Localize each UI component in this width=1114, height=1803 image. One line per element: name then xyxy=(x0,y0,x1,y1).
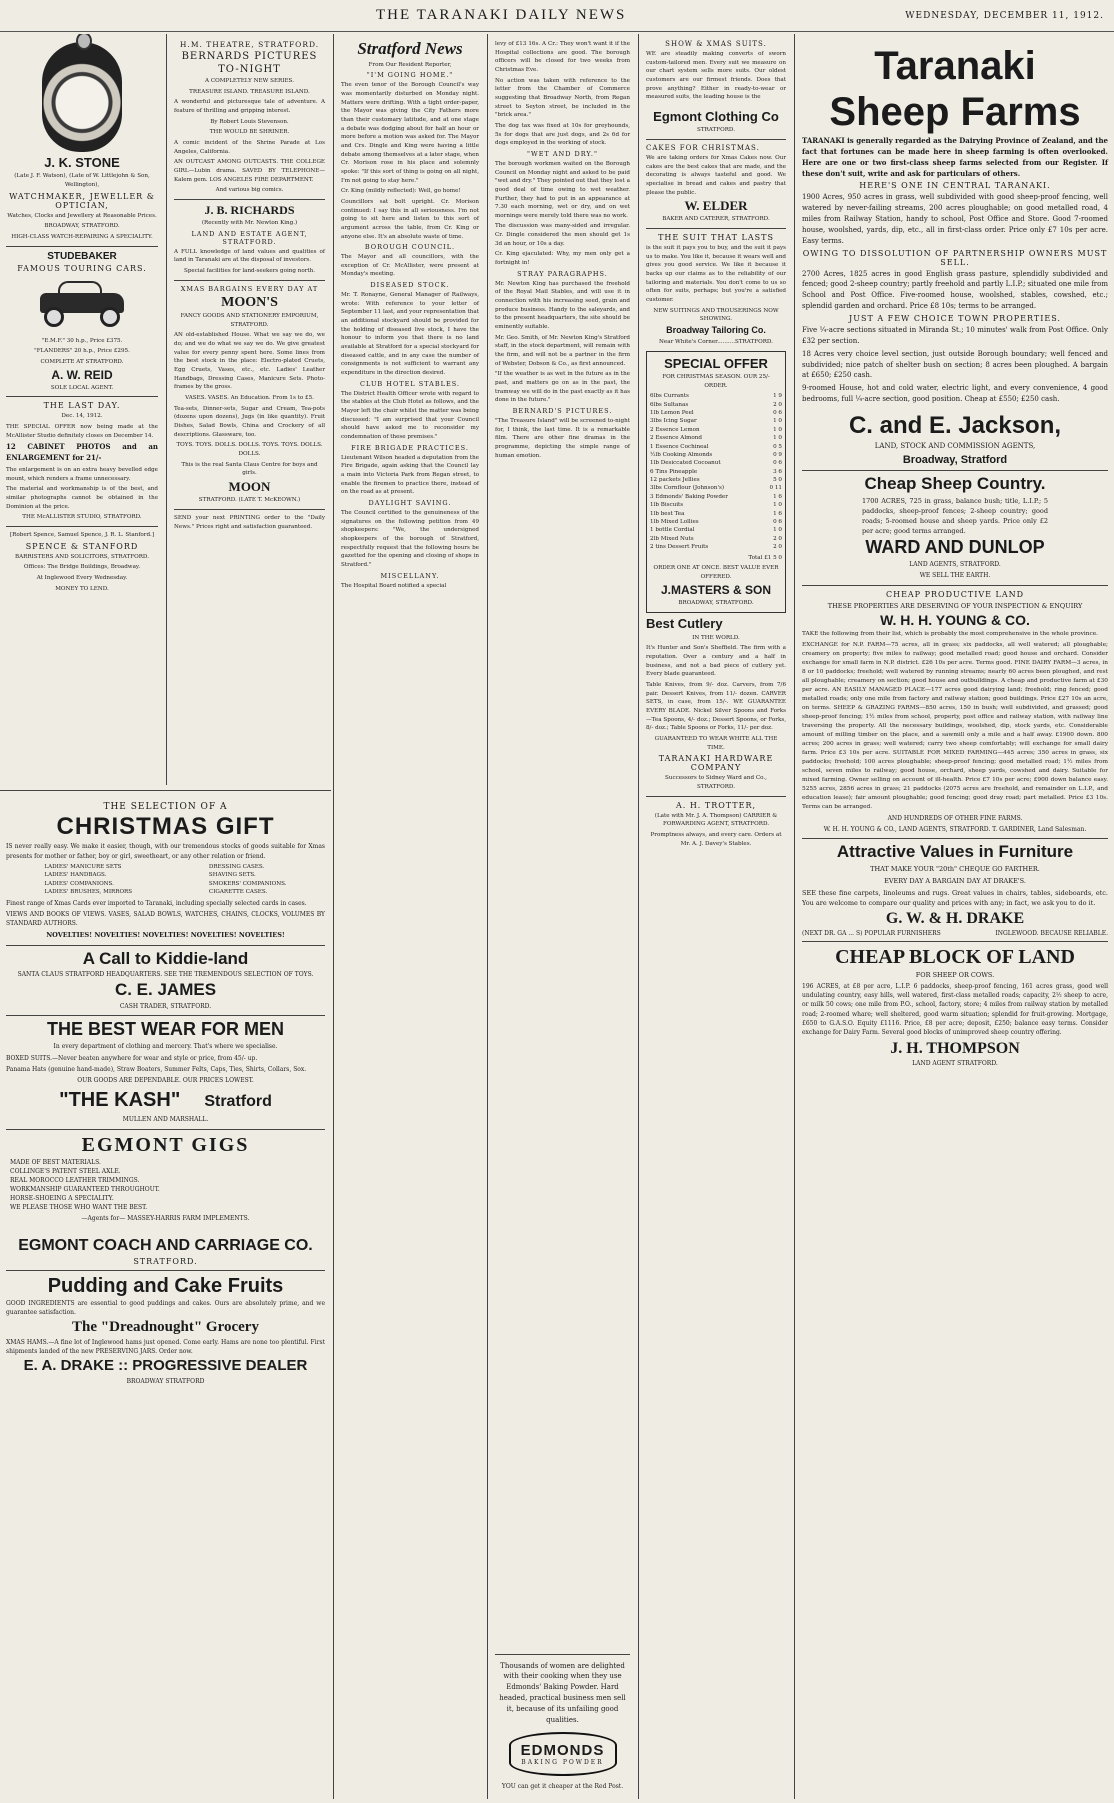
theatre-tonight: TO-NIGHT xyxy=(218,64,281,75)
egmont-name: Egmont Clothing Co xyxy=(653,108,779,124)
young-body: EXCHANGE for N.P. FARM—75 acres, all in grass; six paddocks, all well watered; all ploughable; creamery on property; five miles to railway; good metalled road; good house and orchard. Consider exchange for small farm in N.P. district. £26 10s per acre. Terms good. FINE DAIRY FARM—3 acres, in 8 or 10 paddocks; freehold; well watered by running streams; nearly 60 acres been ploughed, and rest all ploughable; creamery on section; good house and outbuildings. A cheap and productive farm at £30 per acre. AN EASILY MANAGED PLACE—177 acres good dairying land; freehold; ring fenced; good metalled roads; only one mile from factory and railway station; good buildings. Price £27 10s an acre, on terms. SHEEP & GRAZING FARMS—850 acres, 150 in bush; well subdivided, and grassed; good sheep-proof fencing; 1½ miles from school, property, post office and railway station, with railway line traversing the property. All the necessary buildings, woolshed, dip, stock yards, etc. Considerable amount of milling timber on the place, and a sawmill only a mile and a half away. £1900 down. 800 acres; 200 acres in grass; well watered; carry two sheep comfortably; will exchange for small dairy farm. Price £3 10s per acre. SUITABLE FOR MIXED FARMING—445 acres; 350 acres in grass, six paddocks; freehold; 100 acres ploughable; sheep-proof fencing; good metalled road; 1½ miles from school, seven miles to railway; good house, orchard, sheep yards, cowshed and dairy. Suitable for mixed farming. Owner selling on account of ill-health. Price £7 10s per acre; £900 down balance easy. 5255 acres, 2856 acres in grass; 21 paddocks (2075 acres are freehold, and remainder on L.I.P., and education lease); fair amount ploughable; good fencing; good dray road; part metalled. Price £3 10s. Terms can be arranged. xyxy=(802,641,1108,810)
stone-late: (Late J. F. Watson), (Late of W. Littlejohn & Son, Wellington), xyxy=(14,173,150,188)
wide-ad-block xyxy=(0,790,331,1799)
offer-item-name: 3lbs Icing Sugar xyxy=(650,418,697,425)
column-6 xyxy=(796,34,1114,1799)
divider xyxy=(646,139,786,140)
ward-name: WARD AND DUNLOP xyxy=(865,537,1045,558)
young-sig: W. H. H. YOUNG & CO., LAND AGENTS, STRATFORD. T. GARDINER, Land Salesman. xyxy=(823,825,1087,833)
cutlery-list: Table Knives, from 9/- doz. Carvers, from 7/6 pair. Dessert Knives, from 11/- dozen. CARVER SETS, in case, from 15/-. WE GUARANTEE EVERY BLADE. Nickel Silver Spoons and Forks—Tea Spoons, 4/- doz.; Dessert Spoons, or Forks, 8/- doz.; Table Spoons or Forks, 11/- per doz. xyxy=(646,682,786,732)
printing-notice: SEND your next PRINTING order to the "Daily News." Prices right and satisfaction guaranteed. xyxy=(174,514,325,530)
cakes-body: We are taking orders for Xmas Cakes now. Our cakes are the best cakes that are made, and the decorating is always tasteful and good. We specialise in bread and cakes and pastry that please the public. xyxy=(646,154,786,196)
studebaker-flanders: "FLANDERS" 20 h.p., Price £295. xyxy=(34,348,130,355)
news-h6: DAYLIGHT SAVING. xyxy=(368,498,452,507)
gift-item: SMOKERS' COMPANIONS. xyxy=(208,880,287,887)
stone-line3: HIGH-CLASS WATCH-REPAIRING A SPECIALITY. xyxy=(11,233,153,240)
offer-item-price: 5 0 xyxy=(773,477,782,484)
gift-cards: Finest range of Xmas Cards ever imported to Taranaki, including specially selected cards in cases. xyxy=(6,899,307,907)
suit-new: NEW SUITINGS AND TROUSERINGS NOW SHOWING. xyxy=(653,307,779,323)
offer-item-price: 2 0 xyxy=(773,535,782,542)
news-p7: Lieutenant Wilson headed a deputation from the Fire Brigade, again asking that the Council lay a main into Victoria Park from Regan street, to enable the firemen to practice there, instead of on the road as at present. xyxy=(341,454,479,496)
news-c4-p7: Mr. Newton King has purchased the freehold of the Royal Mail Stables, and will use it in connection with his increasing seed, grain and produce business. Handy to the saleyards, and to the present headquarters, the site should be eminently suitable. xyxy=(495,280,630,331)
prod-sub: THESE PROPERTIES ARE DESERVING OF YOUR INSPECTION & ENQUIRY xyxy=(827,601,1083,610)
pudding-hams: XMAS HAMS.—A fine lot of Inglewood hams just opened. Come early. Hams are none too plentiful. First shipments landed of the new PRESERVING JARS. Order now. xyxy=(6,1338,325,1356)
offer-item-name: 1lb Lemon Peel xyxy=(650,409,694,416)
moons-sub: FANCY GOODS AND STATIONERY EMPORIUM, STRATFORD. xyxy=(180,313,319,328)
ward-sub-2: WE SELL THE EARTH. xyxy=(919,572,991,580)
divider xyxy=(646,796,786,797)
coach-title: EGMONT COACH AND CARRIAGE CO. xyxy=(18,1237,313,1255)
gift-item: SHAVING SETS. xyxy=(208,872,256,879)
wear-body: In every department of clothing and mercery. That's where we specialise. xyxy=(53,1043,278,1051)
spence-sub: BARRISTERS AND SOLICITORS, STRATFORD. xyxy=(15,553,149,560)
kash-line xyxy=(6,1087,325,1113)
divider xyxy=(174,199,325,200)
gift-item: LADIES' BRUSHES, MIRRORS xyxy=(44,889,133,896)
furniture-title: Attractive Values in Furniture xyxy=(836,842,1074,862)
offer-item-name: 2 Essence Almond xyxy=(650,435,702,442)
divider xyxy=(6,526,158,527)
elder-name: W. ELDER xyxy=(684,198,748,214)
gigs-line: COLLINGE'S PATENT STEEL AXLE. xyxy=(10,1167,121,1175)
masthead xyxy=(0,0,1114,32)
offer-total: Total £1 5 0 xyxy=(748,554,782,561)
edmonds-ad xyxy=(495,1654,630,1793)
issue-date: WEDNESDAY, DECEMBER 11, 1912. xyxy=(905,10,1104,21)
hardware-name: TARANAKI HARDWARE COMPANY xyxy=(658,754,774,773)
divider xyxy=(802,470,1108,471)
news-h7: MISCELLANY. xyxy=(380,571,440,580)
offer-item-price: 0 5 xyxy=(773,443,782,450)
divider xyxy=(6,396,158,397)
gigs-line: REAL MOROCCO LEATHER TRIMMINGS. xyxy=(10,1176,140,1184)
offer-item xyxy=(650,543,782,551)
gift-title: CHRISTMAS GIFT xyxy=(56,813,275,840)
news-h4: CLUB HOTEL STABLES. xyxy=(360,379,460,388)
offer-item-name: 2 Essence Lemon xyxy=(650,426,700,433)
column-2 xyxy=(168,34,331,785)
news-from: From Our Resident Reporter, xyxy=(368,61,452,68)
gift-novelties: NOVELTIES! NOVELTIES! NOVELTIES! NOVELTIES! NOVELTIES! xyxy=(46,931,285,940)
news-p2: Cr. King (mildly reflected): Well, go home! xyxy=(341,188,461,195)
show-body: WE are steadily making converts of sworn custom-tailored men. Every suit we measure on our chart system sells more suits. Our oldest customers are our firmest friends. Does that prove anything? Either in ready-to-wear or measured suits, the leading house is the xyxy=(646,51,786,101)
gift-items xyxy=(6,863,325,897)
moons-body2: Tea-sets, Dinner-sets, Sugar and Cream, Tea-pots (dozens upon dozens), Jugs (in like quantity). Fruit Dishes, Salad Bowls, China and Crockery of all descriptions. Glassware, too. xyxy=(174,405,325,438)
wear-boxed: BOXED SUITS.—Never beaten anywhere for wear and style or price, from 45/- up. xyxy=(6,1054,258,1062)
divider xyxy=(802,941,1108,942)
cakes-title: CAKES FOR CHRISTMAS. xyxy=(646,143,760,152)
edmonds-text: Thousands of women are delighted with their cooking when they use Edmonds' Baking Powder. Hard headed, practical business men sell it, because of its unfailing good qualities. xyxy=(499,1661,626,1724)
thompson-name: J. H. THOMPSON xyxy=(890,1039,1020,1057)
wear-hats: Panama Hats (genuine hand-made), Straw Boaters, Summer Felts, Caps, Ties, Shirts, Collars, Sox. xyxy=(6,1065,307,1073)
offer-item-price: 1 0 xyxy=(773,527,782,534)
column-rule xyxy=(487,34,488,1799)
richards-body: A FULL knowledge of land values and qualities of land in Taranaki are at the disposal of investors. xyxy=(174,248,325,264)
news-p6: The District Health Officer wrote with regard to the stables at the Club Hotel as follows, and the Mayor left the chair whilst the matter was being discussed: "I am surprised that your Council should have asked me to reconsider my condemnation of these premises." xyxy=(341,390,479,440)
news-c4-p10: "The Treasure Island" will be screened to-night for, I think, the last time. It is a remarkable film. There are other fine dramas in the programme, depicting the simple range of human emotion. xyxy=(495,417,630,459)
studebaker-emf: "E.M.F." 30 h.p., Price £375. xyxy=(41,337,123,344)
news-h3: DISEASED STOCK. xyxy=(370,281,450,290)
offer-item-name: 2 tins Dessert Fruits xyxy=(650,544,709,551)
james-name: C. E. JAMES xyxy=(114,980,217,1000)
offer-item-price: 1 9 xyxy=(773,393,782,400)
offer-item-name: 6 Tins Pineapple xyxy=(650,468,698,475)
offer-item-name: 1lb Biscuits xyxy=(650,502,684,509)
gigs-line: MADE OF BEST MATERIALS. xyxy=(10,1158,101,1166)
gift-items-right xyxy=(209,863,287,897)
gwh-drake-name: G. W. & H. DRAKE xyxy=(885,910,1025,928)
theatre-others: AN OUTCAST AMONG OUTCASTS. THE COLLEGE GIRL—Lubin drama. SAVED BY TELEPHONE—Kalem gem. LOS ANGELES FIRE DEPARTMENT. xyxy=(174,159,325,183)
studebaker-agent-sub: SOLE LOCAL AGENT. xyxy=(50,384,114,391)
james-sub: CASH TRADER, STRATFORD. xyxy=(119,1003,212,1011)
grocery-name: The "Dreadnought" Grocery xyxy=(72,1319,259,1336)
offer-item xyxy=(650,526,782,534)
touring-car-illustration xyxy=(34,279,130,331)
spence-line3: MONEY TO LEND. xyxy=(55,585,109,592)
offer-item xyxy=(650,535,782,543)
kash-name: "THE KASH" xyxy=(59,1089,181,1112)
gigs-lines xyxy=(6,1158,325,1212)
masters-sub: BROADWAY, STRATFORD. xyxy=(678,599,754,606)
farms-p1: 1900 Acres, 950 acres in grass, well subdivided with good sheep-proof fencing, well watered by never-failing streams, 200 acres ploughable; on good metalled road, 4 miles from Railway Station, handy to school, Post Office and Store. Good 7-roomed house, woolshed, yards, dip, etc., all in first-class order. Price only £7 10s per acre. Easy terms. xyxy=(802,193,1108,245)
offer-item-price: 1 0 xyxy=(773,426,782,433)
farms-p5: 9-roomed House, hot and cold water, electric light, and every convenience, 4 good bedrooms, full ¼-acre section, good position. Cheap at £550; £250 cash. xyxy=(802,384,1108,404)
divider xyxy=(6,1015,325,1016)
broadway-name: Broadway Tailoring Co. xyxy=(666,325,766,336)
stone-line1: Watches, Clocks and Jewellery at Reasonable Prices. xyxy=(7,212,157,219)
offer-item xyxy=(650,401,782,409)
newspaper-title: THE TARANAKI DAILY NEWS xyxy=(376,7,627,23)
offer-title: SPECIAL OFFER xyxy=(664,355,768,371)
news-h1: "I'M GOING HOME." xyxy=(366,71,454,80)
block-title: CHEAP BLOCK OF LAND xyxy=(835,945,1075,968)
offer-item xyxy=(650,468,782,476)
spence-names: [Robert Spence, Samuel Spence, J. R. L. Stanford.] xyxy=(9,531,155,538)
gwh-drake-footer xyxy=(802,930,1108,937)
divider xyxy=(646,228,786,229)
drake-sub: BROADWAY STRATFORD xyxy=(126,1377,205,1385)
edmonds-brand: EDMONDS xyxy=(520,1741,605,1759)
theatre-series: A COMPLETELY NEW SERIES. xyxy=(205,78,294,84)
wear-goods: OUR GOODS ARE DEPENDABLE. OUR PRICES LOWEST. xyxy=(77,1077,254,1085)
stone-name: J. K. STONE xyxy=(44,155,120,170)
gift-pre: THE SELECTION OF A xyxy=(103,802,228,812)
farms-title-2: Sheep Farms xyxy=(829,90,1081,134)
offer-item xyxy=(650,476,782,484)
farms-h3: JUST A FEW CHOICE TOWN PROPERTIES. xyxy=(849,313,1061,323)
theatre-comics: And various big comics. xyxy=(215,187,284,194)
pocket-watch-illustration xyxy=(42,42,122,152)
cutlery-sub: IN THE WORLD. xyxy=(692,634,740,641)
column-3 xyxy=(335,34,485,1799)
show-title: SHOW & XMAS SUITS. xyxy=(665,40,767,48)
news-h2: BOROUGH COUNCIL. xyxy=(364,243,456,252)
studebaker-agent: A. W. REID xyxy=(51,367,113,382)
offer-order: ORDER ONE AT ONCE. BEST VALUE EVER OFFERED. xyxy=(653,565,779,580)
news-c4-p4: The borough workmen waited on the Borough Council on Monday night and asked to be paid "wet and dry." They pointed out that they lost a good deal of time owing to wet weather. Further, they had to put in an appearance at 7.30 each morning, wet or dry, and on wet mornings were merely told there was no work. xyxy=(495,160,630,219)
farms-p4: 18 Acres very choice level section, just outside Borough boundary; well fenced and subdivided; nice patch of shelter bush on section; 8 acres been ploughed. A bargain at £650; £250 cash. xyxy=(802,349,1108,380)
furniture-body: SEE these fine carpets, linoleums and rugs. Great values in chairs, tables, sideboards, etc. You are welcome to compare our quality and prices with any; in fact, we ask you to do it. xyxy=(802,889,1108,908)
studebaker-complete: COMPLETE AT STRATFORD. xyxy=(40,358,124,365)
young-intro: TAKE the following from their list, which is probably the most comprehensive in the whole province. xyxy=(802,630,1099,637)
news-c4-p8: Mr. Geo. Smith, of Mr. Newton King's Stratford staff, in the stock department, will remain with the firm, and will not be a partner in the firm of Webster, Dobson & Co., as first announced. xyxy=(495,334,630,367)
news-h5: FIRE BRIGADE PRACTICES. xyxy=(351,443,469,452)
suit-body: is the suit it pays you to buy, and the suit it pays us to make. You like it, because it wears well and gives you good service. We like it because it backs up our claims as to the reliability of our tailoring and materials. You don't come to us so often for suits, perhaps; but you're a satisfied customer. xyxy=(646,245,786,304)
column-1 xyxy=(0,34,164,785)
hardware-sub: Successors to Sidney Ward and Co., STRATFORD. xyxy=(665,775,767,790)
suit-title: THE SUIT THAT LASTS xyxy=(658,233,774,243)
cutlery-title: Best Cutlery xyxy=(646,616,723,632)
furniture-sub: THAT MAKE YOUR "20th" CHEQUE GO FARTHER. xyxy=(870,864,1040,873)
moons-sig-sub: STRATFORD. (LATE T. McKEOWN.) xyxy=(198,497,301,504)
broadway-sub: Near White's Corner..........STRATFORD. xyxy=(659,338,773,345)
news-c4-p3: The dog tax was fixed at 10s for greyhounds, 5s for dogs that are just dogs, and 2s 6d for dogs employed in the working of stock. xyxy=(495,122,630,147)
young-foot: AND HUNDREDS OF OTHER FINE FARMS. xyxy=(887,814,1023,822)
offer-item xyxy=(650,443,782,451)
theatre-header: H.M. THEATRE, STRATFORD. xyxy=(179,40,320,49)
news-p4: The Mayor and all councillors, with the exception of Cr. McAllister, were present at Monday's meeting. xyxy=(341,254,479,278)
offer-item-name: 3 Edmonds' Baking Powder xyxy=(650,493,728,500)
lastday-title: THE LAST DAY. xyxy=(43,401,121,411)
lastday-studio: THE McALLISTER STUDIO, STRATFORD. xyxy=(22,514,142,521)
gift-item: DRESSING CASES. xyxy=(208,863,265,870)
divider xyxy=(6,945,325,946)
offer-item xyxy=(650,417,782,425)
lastday-offer: 12 CABINET PHOTOS and an ENLARGEMENT for 21/- xyxy=(6,442,158,463)
stone-line2: BROADWAY, STRATFORD. xyxy=(44,223,120,230)
divider xyxy=(174,509,325,510)
theatre-title: BERNARDS PICTURES xyxy=(181,51,318,62)
richards-sub: (Recently with Mr. Newton King.) xyxy=(201,220,298,227)
wear-title: THE BEST WEAR FOR MEN xyxy=(47,1019,284,1040)
elder-sub: BAKER AND CATERER, STRATFORD. xyxy=(662,216,770,223)
jackson-sub: LAND, STOCK AND COMMISSION AGENTS, xyxy=(874,442,1036,451)
offer-item xyxy=(650,484,782,492)
gift-item: LADIES' COMPANIONS. xyxy=(44,880,114,887)
news-p5: Mr. T. Ronayne, General Manager of Railways, wrote: With reference to your letter of September 11 last, and your representation that an additional stockyard should be provided for the holding of diseased live stock, I have the honour to inform you that there is no land available at Stratford for a special stockyard for diseased cattle, and in any case the number of consignments is not sufficient to warrant any expenditure in the direction desired. xyxy=(341,292,479,377)
pudding-title: Pudding and Cake Fruits xyxy=(47,1274,284,1297)
stone-trades: WATCHMAKER, JEWELLER & OPTICIAN, xyxy=(9,191,155,210)
richards-special: Special facilities for land-seekers going north. xyxy=(183,268,316,275)
edmonds-tin-illustration xyxy=(509,1732,617,1776)
column-rule xyxy=(638,34,639,1799)
offer-item-name: 1lb Mixed Lollies xyxy=(650,519,699,526)
gigs-line: HORSE-SHOEING A SPECIALITY. xyxy=(10,1194,114,1202)
drake-name: E. A. DRAKE :: PROGRESSIVE DEALER xyxy=(23,1357,308,1375)
offer-item xyxy=(650,426,782,434)
thompson-sub: LAND AGENT STRATFORD. xyxy=(912,1060,998,1068)
offer-item-price: 2 0 xyxy=(773,401,782,408)
offer-item-name: 3lbs Cornflour (Johnson's) xyxy=(650,485,725,492)
theatre-feature: TREASURE ISLAND. TREASURE ISLAND. xyxy=(189,88,310,95)
offer-item xyxy=(650,518,782,526)
offer-item-price: 1 6 xyxy=(773,493,782,500)
gigs-line: WE PLEASE THOSE WHO WANT THE BEST. xyxy=(10,1203,148,1211)
gift-body: IS never really easy. We make it easier, though, with our tremendous stocks of goods suitable for Xmas presents for mother or father, boy or girl, sweetheart, or any other relation or friend. xyxy=(6,843,325,860)
offer-item xyxy=(650,510,782,518)
lastday-body3: The material and workmanship is of the best, and similar photographs cannot be obtained in the Dominion at the price. xyxy=(6,486,158,510)
gift-item: CIGARETTE CASES. xyxy=(208,889,268,896)
offer-item-name: 1 Essence Cochineal xyxy=(650,443,709,450)
offer-item xyxy=(650,451,782,459)
offer-item-price: 3 6 xyxy=(773,468,782,475)
spence-title: SPENCE & STANFORD xyxy=(25,541,139,551)
ward-sub-1: LAND AGENTS, STRATFORD. xyxy=(909,560,1001,568)
news-c4-h1: "WET AND DRY." xyxy=(527,149,598,158)
cutlery-body: It's Hunter and Son's Sheffield. The firm with a reputation. Over a century and a half in business, and not a bad piece of cutlery yet. Every blade guaranteed. xyxy=(646,645,786,678)
kash-town: Stratford xyxy=(204,1093,272,1111)
jackson-name: C. and E. Jackson, xyxy=(848,411,1062,439)
theatre-would: THE WOULD BE SHRINER. xyxy=(209,129,290,136)
offer-list xyxy=(650,392,782,551)
special-offer-box xyxy=(646,351,786,614)
gift-views: VIEWS AND BOOKS OF VIEWS. VASES, SALAD BOWLS, WATCHES, CHAINS, CLOCKS, VOLUMES BY STANDARD AUTHORS. xyxy=(6,910,325,928)
offer-item-price: 1 0 xyxy=(773,418,782,425)
offer-item xyxy=(650,392,782,400)
divider xyxy=(6,1129,325,1130)
gigs-agents: —Agents for— MASSEY-HARRIS FARM IMPLEMENTS. xyxy=(81,1214,250,1222)
edmonds-brand-sub: BAKING POWDER xyxy=(521,1758,604,1766)
divider xyxy=(802,838,1108,839)
offer-item-name: 12 packets Jellies xyxy=(650,477,700,484)
offer-item-name: ½lb Cooking Almonds xyxy=(650,451,713,458)
moons-body: AN old-established House. What we say we do, we do; and we do what we say we do. We give greatest value for every penny spent here. Some lines from the best stock in the place: Electro-plated Cruets, Egg Cruets, Vases, etc., etc. Ladies' Leather Handbags, Dressing Cases, Manicure Sets. Photo-frames by the gross. xyxy=(174,332,325,391)
trotter-body: Promptness always, and every care. Orders at Mr. A. J. Davey's Stables. xyxy=(650,831,782,847)
news-c4-p9: "If the weather is as wet in the future as in the past, and matters go on as in the past, the tramway we will do in the past exactly as it has done in the future." xyxy=(495,371,630,404)
column-rule xyxy=(794,34,795,1799)
lastday-body: THE SPECIAL OFFER now being made at the McAllister Studio definitely closes on December 14. xyxy=(6,424,158,439)
egmont-sub: STRATFORD. xyxy=(697,127,735,134)
offer-item-price: 1 0 xyxy=(773,435,782,442)
studebaker-title: STUDEBAKER xyxy=(47,250,117,262)
news-c4-p6: Cr. King ejaculated: Why, my men only get a fortnight in! xyxy=(495,251,630,267)
masters-name: J.MASTERS & SON xyxy=(660,582,771,597)
trotter-sub: (Late with Mr. J. A. Thompson) CARRIER & FORWARDING AGENT, STRATFORD. xyxy=(654,812,778,828)
moons-title: MOON'S xyxy=(221,294,278,310)
offer-item-price: 2 0 xyxy=(773,544,782,551)
divider xyxy=(802,585,1108,586)
offer-item-price: 0 9 xyxy=(773,451,782,458)
richards-trade: LAND AND ESTATE AGENT, STRATFORD. xyxy=(191,229,308,246)
coach-sub: STRATFORD. xyxy=(133,1256,198,1266)
divider xyxy=(6,1270,325,1271)
block-body: 196 ACRES, at £8 per acre, L.I.P. 6 paddocks, sheep-proof fencing, 161 acres grass, good well undulating country, easy hills, well watered, first-class metalled roads; capacity, 2½ sheep to acre, or milk 50 cows; one mile from P.O., school, factory, store; 4 miles from railway station by metalled road; 2-roomed whare; well sheltered, good warm situation; splendid for fruit-growing. Mortgage, £650 to G.A.S.O. Equity £1116. Price, £8 per acre; deposit, £250; balance easy terms. Consider exchange for Dairy Farm. Several good blocks of unimproved sheep country offering. xyxy=(802,982,1108,1037)
farms-title-1: Taranaki xyxy=(874,44,1036,88)
theatre-desc: A wonderful and picturesque tale of adventure. A feature of thrilling and gripping interest. xyxy=(174,99,325,114)
moons-santa: This is the real Santa Claus Centre for boys and girls. xyxy=(181,461,318,477)
gwh-drake-left: (NEXT DR. GA ... S) POPULAR FURNISHERS xyxy=(802,929,941,937)
gift-item: LADIES' MANICURE SETS xyxy=(44,863,122,870)
theatre-would-desc: A comic incident of the Shrine Parade at Los Angeles, California. xyxy=(174,139,325,155)
studebaker-sub: FAMOUS TOURING CARS. xyxy=(17,263,147,273)
column-5 xyxy=(640,34,792,1799)
offer-item xyxy=(650,493,782,501)
news-c4-h3: BERNARD'S PICTURES. xyxy=(512,406,613,415)
gift-items-left xyxy=(44,863,132,897)
gift-item: LADIES' HANDBAGS. xyxy=(44,872,107,879)
furniture-sub-2: EVERY DAY A BARGAIN DAY AT DRAKE'S. xyxy=(884,877,1026,886)
offer-item-name: 6lbs Sultanas xyxy=(650,401,689,408)
moons-bargains: XMAS BARGAINS EVERY DAY AT xyxy=(180,284,319,293)
offer-sub: FOR CHRISTMAS SEASON. OUR 25/- ORDER. xyxy=(662,373,770,389)
spence-line2: At Inglewood Every Wednesday. xyxy=(36,574,128,581)
offer-item-name: 1lb Desiccated Cocoanut xyxy=(650,460,721,467)
richards-title: J. B. RICHARDS xyxy=(204,202,295,217)
news-c4-p5: The discussion was many-sided and irregular. Cr. Dingle considered the men should get 1s 3d an hour, or 10s a day. xyxy=(495,223,630,247)
young-name: W. H. H. YOUNG & CO. xyxy=(880,611,1030,628)
news-p9: The Hospital Board notified a special xyxy=(341,582,447,589)
edmonds-foot: YOU can get it cheaper at the Red Post. xyxy=(501,1782,624,1790)
news-c4-p2: No action was taken with reference to the letter from the Chamber of Commerce suggesting that Broadway North, from Regan street to Seyton street, be included in the "brick area." xyxy=(495,77,630,119)
offer-item-price: 0 6 xyxy=(773,409,782,416)
column-4 xyxy=(489,34,636,1799)
news-title: Stratford News xyxy=(357,39,463,58)
offer-item-price: 0 11 xyxy=(769,485,782,492)
farms-h1: HERE'S ONE IN CENTRAL TARANAKI. xyxy=(859,181,1051,191)
pudding-body: GOOD INGREDIENTS are essential to good puddings and cakes. Ours are absolutely prime, and we guarantee satisfaction. xyxy=(6,1299,325,1316)
offer-item-price: 0 6 xyxy=(773,460,782,467)
news-p8: The Council certified to the genuineness of the signatures on the following petition from 49 shopkeepers: "We, the undersigned shopkeepers of the borough of Stratford, respectfully request that the following hours be gazetted for the opening and closing of shops in Stratford." xyxy=(341,509,479,568)
jackson-address: Broadway, Stratford xyxy=(902,454,1008,467)
offer-item xyxy=(650,501,782,509)
offer-item-name: 1 bottle Cordial xyxy=(650,527,695,534)
news-p3: Councillors sat bolt upright. Cr. Morison continued: I say this in all seriousness. I'm not going to sit here and listen to this sort of argument across the table, from Cr. King or anyone else. It's an absolute waste of time. xyxy=(341,198,479,240)
cheap-body: 1700 ACRES, 725 in grass, balance bush; title, L.I.P.; 5 paddocks, sheep-proof fences; 2-sheep country; good roads; 5-roomed house and sheep yards. Price only £2 per acre; good terms arranged. xyxy=(862,496,1048,536)
cheap-title: Cheap Sheep Country. xyxy=(864,474,1046,494)
offer-item-price: 1 0 xyxy=(773,502,782,509)
farms-h2: OWING TO DISSOLUTION OF PARTNERSHIP OWNERS MUST SELL. xyxy=(802,248,1108,267)
trotter-name: A. H. TROTTER, xyxy=(675,800,757,810)
offer-item xyxy=(650,409,782,417)
column-rule xyxy=(166,34,167,785)
news-c4-h2: STRAY PARAGRAPHS. xyxy=(517,269,608,278)
prod-title: CHEAP PRODUCTIVE LAND xyxy=(885,589,1025,599)
column-rule xyxy=(333,34,334,1799)
offer-item-price: 1 6 xyxy=(773,510,782,517)
offer-item-name: 2lb Mixed Nuts xyxy=(650,535,694,542)
farms-p3: Five ¼-acre sections situated in Miranda St.; 10 minutes' walk from Post Office. Only £32 per section. xyxy=(802,325,1108,345)
kiddie-title: A Call to Kiddie-land xyxy=(82,948,249,968)
gwh-drake-right: INGLEWOOD. BECAUSE RELIABLE. xyxy=(995,929,1108,937)
moons-toys: TOYS. TOYS. DOLLS. DOLLS. TOYS. TOYS. DOLLS. DOLLS. xyxy=(176,442,323,457)
offer-item-name: 6lbs Currants xyxy=(650,393,689,400)
farms-intro: TARANAKI is generally regarded as the Dairying Province of Zealand, and the fact that fortunes can be made here in sheep farming is often overlooked. Here are one or two first-class sheep farms selected from our Register. If these don't suit, write and ask for particulars of others. xyxy=(802,136,1108,178)
offer-item xyxy=(650,434,782,442)
lastday-body2: The enlargement is on an extra heavy bevelled edge mount, which renders a frame unnecessary. xyxy=(6,467,158,482)
news-p1: The even tenor of the Borough Council's way was momentarily disturbed on Monday night. Matters were drifting. With a tight order-paper, the Mayor was giving the City Fathers more than their customary latitude, and at one stage a debate was dodging about for half an hour or more before a motion was asked for. The Mayor and Crs. Dingle and King were having a little debate among themselves at a later stage, when Cr. Morison rose in his place and solemnly spoke: "If this sort of thing is going on all night, I'm not going to stay here." xyxy=(341,82,479,184)
theatre-author: By Robert Louis Stevenson. xyxy=(210,118,289,125)
offer-item-price: 0 6 xyxy=(773,519,782,526)
lastday-date: Dec. 14, 1912. xyxy=(61,413,103,420)
spence-line1: Offices: The Bridge Buildings, Broadway. xyxy=(23,564,141,571)
farms-p2: 2700 Acres, 1825 acres in good English grass pasture, splendidly subdivided and fenced; good 2-sheep country; partly freehold and partly L.I.P.; situated one mile from School and Post Office. Five-roomed house, woolshed, stables, cowshed, etc.; splendid garden and orchard. Price £8 10s; terms to be arranged. xyxy=(802,269,1108,311)
divider xyxy=(6,246,158,247)
cutlery-guarantee: GUARANTEED TO WEAR WHITE ALL THE TIME. xyxy=(654,735,778,751)
gigs-title: EGMONT GIGS xyxy=(81,1133,250,1156)
moons-sig: MOON xyxy=(228,478,271,494)
news-c4-p1: levy of £13 16s. A Cr.: They won't want it if the Hospital collections are good. The borough officers will be closed for two weeks from Christmas Eve. xyxy=(495,41,630,73)
gigs-line: WORKMANSHIP GUARANTEED THROUGHOUT. xyxy=(10,1185,160,1193)
offer-item xyxy=(650,459,782,467)
block-sub: FOR SHEEP OR COWS. xyxy=(915,970,995,979)
kiddie-sub: SANTA CLAUS STRATFORD HEADQUARTERS. SEE THE TREMENDOUS SELECTION OF TOYS. xyxy=(17,971,314,979)
divider xyxy=(174,280,325,281)
kash-sub: MULLEN AND MARSHALL. xyxy=(122,1116,209,1124)
moons-vases: VASES. VASES. An Education. From 1s to £5. xyxy=(185,394,314,401)
offer-item-name: 1lb best Tea xyxy=(650,510,685,517)
